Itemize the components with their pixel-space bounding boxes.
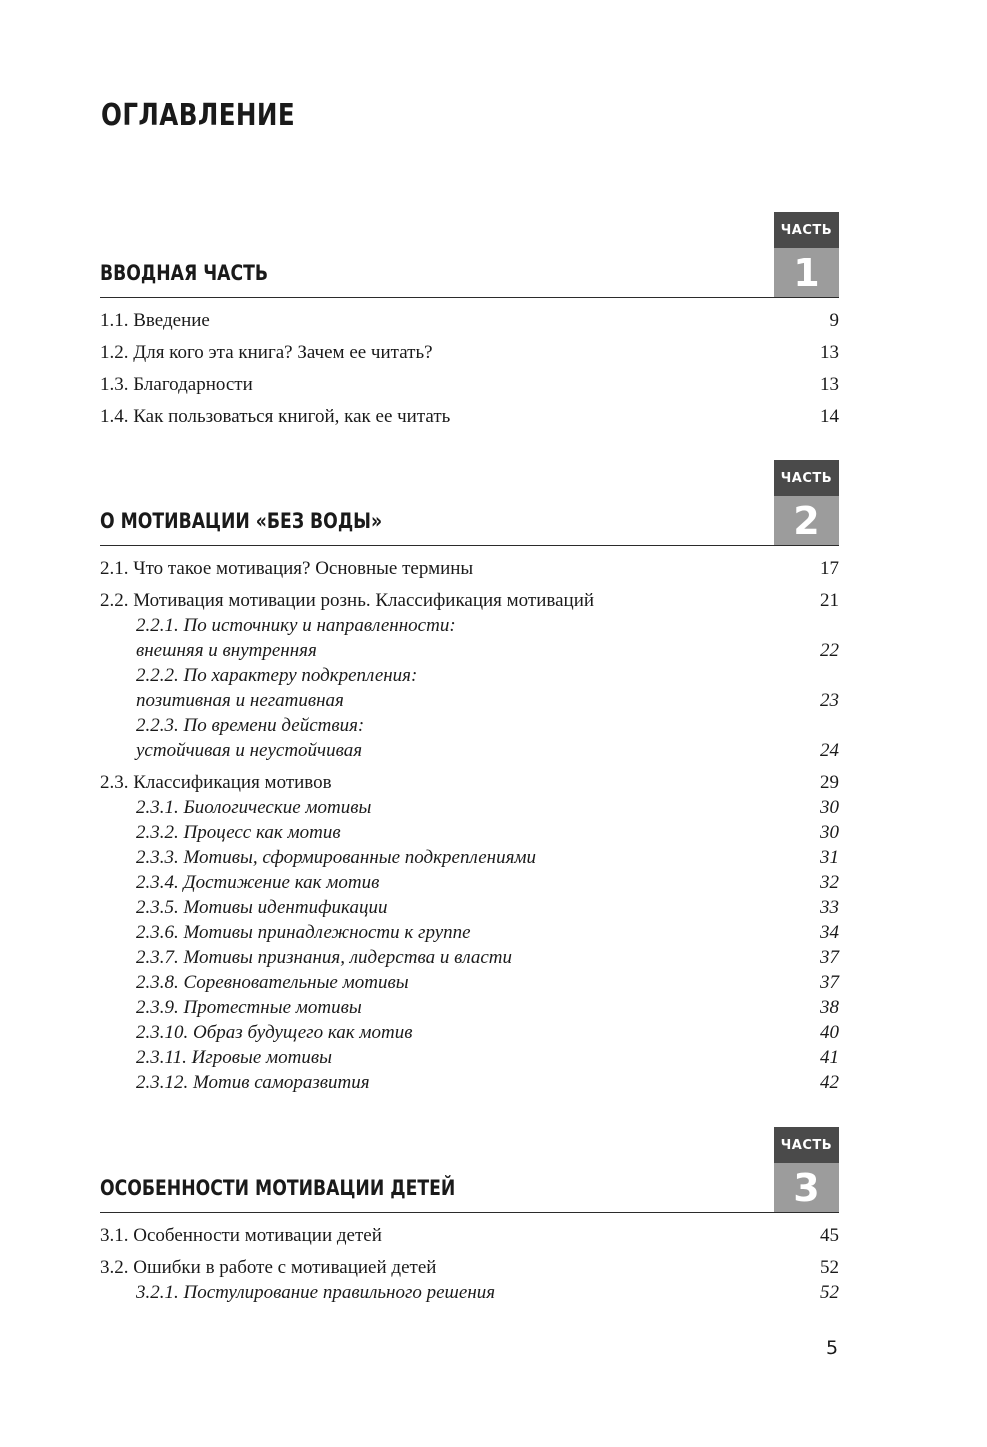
part-badge	[774, 212, 839, 297]
toc-subentry-row	[136, 945, 839, 970]
toc-entries	[100, 298, 839, 429]
toc-entry	[100, 404, 839, 429]
toc-subentry-title: 2.3.1. Биологические мотивы	[136, 797, 372, 818]
toc-subentry-title: 2.3.7. Мотивы признания, лидерства и власти	[136, 947, 512, 968]
toc-entry-page: 13	[820, 374, 839, 395]
toc-entry-row	[100, 556, 839, 581]
toc-entry-title: 2.3. Классификация мотивов	[100, 772, 332, 793]
toc-subentry-page: 22	[820, 640, 839, 661]
toc-entry-page: 14	[820, 406, 839, 427]
part-badge-number: 1	[774, 248, 839, 297]
toc-entry-title: 1.1. Введение	[100, 310, 210, 331]
toc-entry-page: 9	[829, 310, 839, 331]
part-badge-label: ЧАСТЬ	[774, 460, 839, 496]
toc-entry-page: 52	[820, 1257, 839, 1278]
toc-subentry-row	[136, 870, 839, 895]
toc-subentry-page: 37	[820, 947, 839, 968]
toc-subentry-row	[136, 970, 839, 995]
toc-entry-row	[100, 1223, 839, 1248]
toc-subentry-row	[136, 820, 839, 845]
toc-subentry-title: 2.3.12. Мотив саморазвития	[136, 1072, 370, 1093]
toc-subentries	[100, 795, 839, 1095]
toc-subentry-title: 2.3.10. Образ будущего как мотив	[136, 1022, 413, 1043]
toc-subentry-row	[136, 920, 839, 945]
toc-subentry-page: 32	[820, 872, 839, 893]
toc-subentry-page: 41	[820, 1047, 839, 1068]
toc-entries	[100, 1213, 839, 1305]
toc-subentry-row	[136, 1045, 839, 1070]
toc-subentry-page: 30	[820, 797, 839, 818]
toc-entry-row	[100, 588, 839, 613]
toc-entry-title: 1.4. Как пользоваться книгой, как ее читать	[100, 406, 451, 427]
toc-subentry-page: 42	[820, 1072, 839, 1093]
toc-entry	[100, 770, 839, 1095]
toc-entry-title: 3.2. Ошибки в работе с мотивацией детей	[100, 1257, 437, 1278]
toc-subentry-title: 2.2.3. По времени действия:	[136, 715, 365, 736]
toc-subentry-title: 2.3.6. Мотивы принадлежности к группе	[136, 922, 471, 943]
toc-entry	[100, 588, 839, 763]
toc-entry	[100, 1223, 839, 1248]
toc-subentry-page: 52	[820, 1282, 839, 1303]
part-badge-label: ЧАСТЬ	[774, 1127, 839, 1163]
toc-subentry-row	[136, 1070, 839, 1095]
toc-entry	[100, 556, 839, 581]
toc-subentry-row	[136, 638, 839, 663]
toc-subentry-page: 34	[820, 922, 839, 943]
toc-entry-title: 2.2. Мотивация мотивации рознь. Классификация мотиваций	[100, 590, 595, 611]
toc-subentry-row	[136, 613, 839, 638]
toc-entries	[100, 546, 839, 1095]
toc-subentry-title: 2.3.5. Мотивы идентификации	[136, 897, 388, 918]
toc-subentry-title: 2.2.1. По источнику и направленности:	[136, 615, 456, 636]
toc-subentry-title: 2.3.2. Процесс как мотив	[136, 822, 341, 843]
part-badge	[774, 460, 839, 545]
toc-subentry-row	[136, 663, 839, 688]
toc-subentry-title: 2.3.3. Мотивы, сформированные подкреплениями	[136, 847, 537, 868]
toc-entry-row	[100, 1255, 839, 1280]
toc-entry-row	[100, 404, 839, 429]
toc-subentry-title: 2.3.9. Протестные мотивы	[136, 997, 362, 1018]
part-header	[100, 460, 839, 546]
part-badge	[774, 1127, 839, 1212]
toc-subentry-row	[136, 1020, 839, 1045]
toc-subentry-page: 24	[820, 740, 839, 761]
toc-subentry-page: 33	[820, 897, 839, 918]
part-title: ВВОДНАЯ ЧАСТЬ	[100, 261, 268, 285]
toc-entry-page: 45	[820, 1225, 839, 1246]
toc-part-1	[100, 212, 839, 436]
toc-subentry-row	[136, 895, 839, 920]
toc-subentry-page: 23	[820, 690, 839, 711]
part-header	[100, 212, 839, 298]
part-header	[100, 1127, 839, 1213]
toc-subentry-page: 31	[820, 847, 839, 868]
toc-entry-row	[100, 340, 839, 365]
toc-part-3	[100, 1127, 839, 1312]
toc-subentry-row	[136, 738, 839, 763]
toc-entry	[100, 372, 839, 397]
toc-subentry-row	[136, 845, 839, 870]
toc-entry	[100, 1255, 839, 1305]
toc-entry-page: 17	[820, 558, 839, 579]
part-badge-number: 2	[774, 496, 839, 545]
toc-subentry-page: 37	[820, 972, 839, 993]
toc-subentry-title: 2.2.2. По характеру подкрепления:	[136, 665, 418, 686]
toc-subentry-row	[136, 795, 839, 820]
toc-subentry-title: 2.3.11. Игровые мотивы	[136, 1047, 332, 1068]
toc-entry-row	[100, 372, 839, 397]
toc-subentry-row	[136, 713, 839, 738]
toc-subentry-title: 2.3.8. Соревновательные мотивы	[136, 972, 409, 993]
toc-entry-page: 21	[820, 590, 839, 611]
toc-subentries	[100, 613, 839, 763]
toc-entry-row	[100, 770, 839, 795]
part-title: ОСОБЕННОСТИ МОТИВАЦИИ ДЕТЕЙ	[100, 1176, 456, 1200]
toc-entry-row	[100, 308, 839, 333]
toc-subentry-title: позитивная и негативная	[136, 690, 344, 711]
toc-subentry-row	[136, 1280, 839, 1305]
page-number: 5	[826, 1337, 839, 1359]
toc-entry-page: 13	[820, 342, 839, 363]
toc-subentry-page: 30	[820, 822, 839, 843]
toc-subentry-title: устойчивая и неустойчивая	[136, 740, 363, 761]
toc-subentry-title: 3.2.1. Постулирование правильного решения	[136, 1282, 496, 1303]
page-title: ОГЛАВЛЕНИЕ	[101, 98, 296, 133]
toc-part-2	[100, 460, 839, 1102]
toc-subentry-title: 2.3.4. Достижение как мотив	[136, 872, 380, 893]
toc-entry	[100, 340, 839, 365]
toc-entry-title: 1.2. Для кого эта книга? Зачем ее читать?	[100, 342, 433, 363]
toc-subentry-page: 38	[820, 997, 839, 1018]
toc-entry-title: 3.1. Особенности мотивации детей	[100, 1225, 382, 1246]
part-badge-label: ЧАСТЬ	[774, 212, 839, 248]
part-title: О МОТИВАЦИИ «БЕЗ ВОДЫ»	[100, 509, 383, 533]
toc-entry-page: 29	[820, 772, 839, 793]
toc-subentry-row	[136, 995, 839, 1020]
toc-subentry-page: 40	[820, 1022, 839, 1043]
toc-subentry-row	[136, 688, 839, 713]
toc-entry	[100, 308, 839, 333]
part-badge-number: 3	[774, 1163, 839, 1212]
toc-subentry-title: внешняя и внутренняя	[136, 640, 317, 661]
toc-entry-title: 1.3. Благодарности	[100, 374, 253, 395]
toc-entry-title: 2.1. Что такое мотивация? Основные термины	[100, 558, 474, 579]
toc-subentries	[100, 1280, 839, 1305]
